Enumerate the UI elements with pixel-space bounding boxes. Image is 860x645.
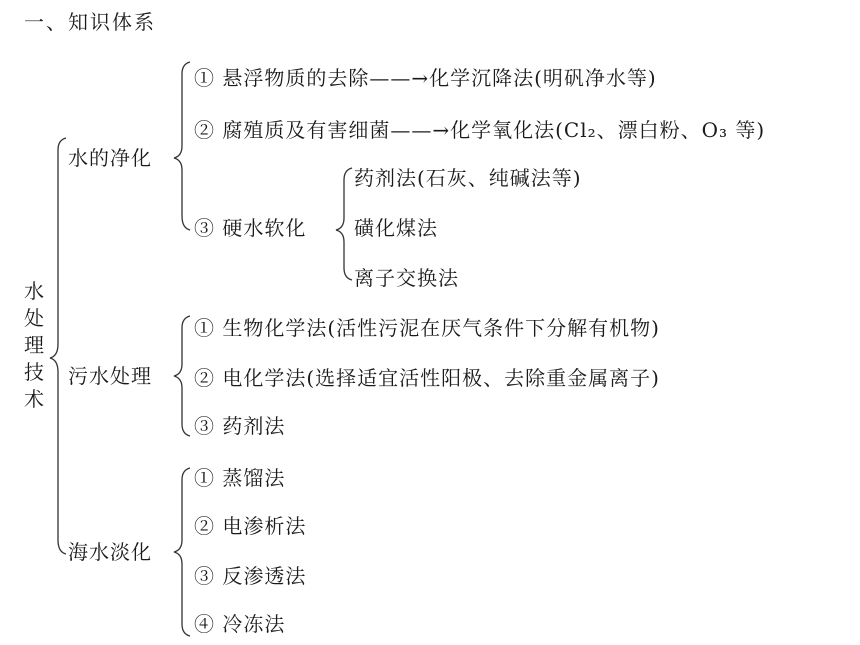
- group-label-purify: 水的净化: [68, 146, 152, 170]
- sewage-item: ② 电化学法(选择适宜活性阳极、去除重金属离子): [194, 366, 660, 390]
- sewage-item: ① 生物化学法(活性污泥在厌气条件下分解有机物): [194, 316, 660, 340]
- root-char: 理: [24, 333, 44, 357]
- desal-item: ① 蒸馏法: [194, 466, 286, 490]
- group-label-desal: 海水淡化: [68, 540, 152, 564]
- sewage-item: ③ 药剂法: [194, 414, 286, 438]
- group-label-sewage: 污水处理: [68, 364, 152, 388]
- root-bracket: [50, 138, 66, 554]
- section-title: 一、知识体系: [24, 10, 156, 34]
- purify-bracket: [174, 62, 190, 230]
- desal-bracket: [174, 468, 190, 636]
- root-char: 技: [24, 360, 44, 384]
- sewage-bracket: [174, 316, 190, 436]
- root-char: 水: [24, 279, 44, 303]
- soften-item: 药剂法(石灰、纯碱法等): [354, 166, 582, 190]
- soften-item: 磺化煤法: [354, 216, 438, 240]
- soften-bracket: [336, 168, 352, 280]
- purify-item: ① 悬浮物质的去除——→化学沉降法(明矾净水等): [194, 66, 657, 90]
- purify-item: ③ 硬水软化: [194, 216, 307, 240]
- root-char: 术: [24, 387, 44, 411]
- desal-item: ④ 冷冻法: [194, 612, 286, 636]
- purify-item: ② 腐殖质及有害细菌——→化学氧化法(Cl₂、漂白粉、O₃ 等): [194, 118, 766, 142]
- root-char: 处: [24, 306, 44, 330]
- soften-item: 离子交换法: [354, 266, 459, 290]
- desal-item: ③ 反渗透法: [194, 564, 307, 588]
- desal-item: ② 电渗析法: [194, 514, 307, 538]
